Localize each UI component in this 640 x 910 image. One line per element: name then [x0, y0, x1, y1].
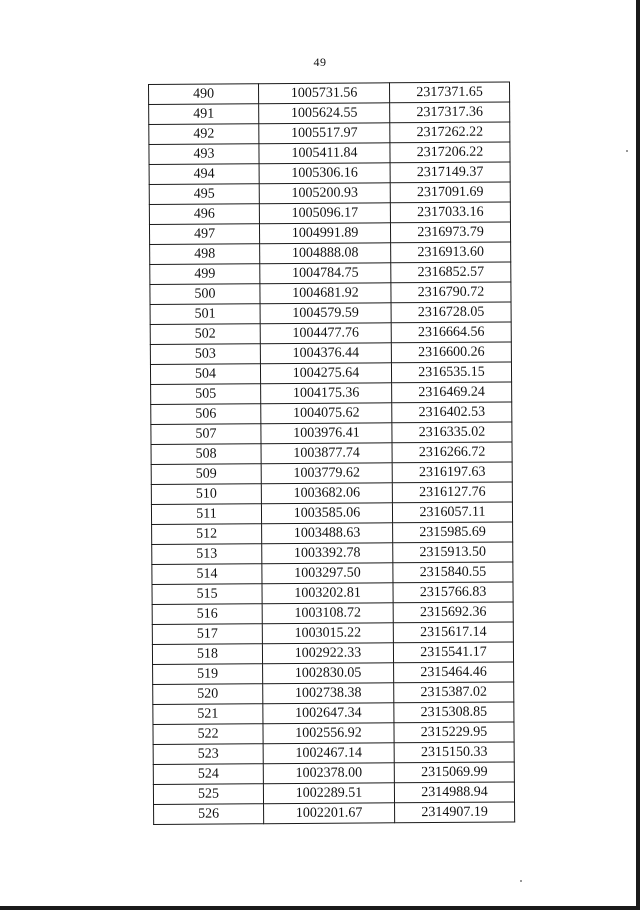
x-coordinate-cell: 1004579.59: [260, 303, 391, 324]
table-row: [150, 322, 511, 345]
x-coordinate-cell: 1005731.56: [259, 83, 390, 104]
scan-speck: [626, 150, 628, 152]
point-number-cell: 510: [151, 484, 261, 505]
table-row: [152, 602, 513, 625]
point-number-cell: 502: [150, 324, 260, 345]
table-row: [153, 682, 514, 705]
table-row: [151, 502, 512, 525]
point-number-cell: 526: [154, 804, 264, 825]
x-coordinate-cell: 1004175.36: [261, 383, 392, 404]
x-coordinate-cell: 1005306.16: [259, 163, 390, 184]
x-coordinate-cell: 1002467.14: [263, 743, 394, 764]
point-number-cell: 520: [153, 684, 263, 705]
y-coordinate-cell: 2316973.79: [390, 222, 510, 243]
x-coordinate-cell: 1003682.06: [261, 483, 392, 504]
y-coordinate-cell: 2317206.22: [390, 142, 510, 163]
table-row: [150, 302, 511, 325]
y-coordinate-cell: 2315913.50: [393, 542, 513, 563]
point-number-cell: 517: [152, 624, 262, 645]
y-coordinate-cell: 2316913.60: [391, 242, 511, 263]
x-coordinate-cell: 1005624.55: [259, 103, 390, 124]
point-number-cell: 505: [151, 384, 261, 405]
table-row: [153, 782, 514, 805]
y-coordinate-cell: 2315541.17: [393, 642, 513, 663]
scan-edge-bottom: [0, 906, 640, 910]
table-row: [149, 102, 510, 125]
point-number-cell: 504: [150, 364, 260, 385]
table-row: [150, 242, 511, 265]
x-coordinate-cell: 1004991.89: [259, 223, 390, 244]
table-row: [152, 562, 513, 585]
table-row: [153, 762, 514, 785]
y-coordinate-cell: 2317317.36: [390, 102, 510, 123]
table-row: [150, 362, 511, 385]
scan-edge-right: [636, 0, 640, 910]
point-number-cell: 525: [153, 784, 263, 805]
y-coordinate-cell: 2316335.02: [392, 422, 512, 443]
y-coordinate-cell: 2315766.83: [393, 582, 513, 603]
x-coordinate-cell: 1002830.05: [263, 663, 394, 684]
point-number-cell: 495: [149, 184, 259, 205]
point-number-cell: 491: [149, 104, 259, 125]
point-number-cell: 500: [150, 284, 260, 305]
x-coordinate-cell: 1003976.41: [261, 423, 392, 444]
y-coordinate-cell: 2317091.69: [390, 182, 510, 203]
point-number-cell: 490: [149, 84, 259, 105]
y-coordinate-cell: 2315308.85: [394, 702, 514, 723]
x-coordinate-cell: 1002289.51: [263, 783, 394, 804]
x-coordinate-cell: 1004784.75: [260, 263, 391, 284]
y-coordinate-cell: 2316402.53: [392, 402, 512, 423]
y-coordinate-cell: 2315150.33: [394, 742, 514, 763]
table-row: [152, 522, 513, 545]
table-row: [151, 402, 512, 425]
y-coordinate-cell: 2317149.37: [390, 162, 510, 183]
point-number-cell: 524: [153, 764, 263, 785]
table-row: [153, 662, 514, 685]
point-number-cell: 514: [152, 564, 262, 585]
x-coordinate-cell: 1002556.92: [263, 723, 394, 744]
table-row: [153, 722, 514, 745]
x-coordinate-cell: 1004681.92: [260, 283, 391, 304]
point-number-cell: 511: [151, 504, 261, 525]
table-row: [152, 582, 513, 605]
table-row: [149, 222, 510, 245]
point-number-cell: 506: [151, 404, 261, 425]
y-coordinate-cell: 2315985.69: [393, 522, 513, 543]
table-row: [150, 342, 511, 365]
y-coordinate-cell: 2314907.19: [395, 802, 515, 823]
table-row: [151, 462, 512, 485]
point-number-cell: 496: [149, 204, 259, 225]
y-coordinate-cell: 2316469.24: [392, 382, 512, 403]
point-number-cell: 499: [150, 264, 260, 285]
table-row: [151, 422, 512, 445]
point-number-cell: 507: [151, 424, 261, 445]
point-number-cell: 509: [151, 464, 261, 485]
y-coordinate-cell: 2316266.72: [392, 442, 512, 463]
point-number-cell: 497: [149, 224, 259, 245]
x-coordinate-cell: 1004075.62: [261, 403, 392, 424]
x-coordinate-cell: 1005096.17: [259, 203, 390, 224]
table-row: [151, 442, 512, 465]
x-coordinate-cell: 1003877.74: [261, 443, 392, 464]
table-row: [154, 802, 515, 825]
point-number-cell: 522: [153, 724, 263, 745]
x-coordinate-cell: 1003297.50: [262, 563, 393, 584]
x-coordinate-cell: 1003779.62: [261, 463, 392, 484]
x-coordinate-cell: 1004888.08: [260, 243, 391, 264]
table-row: [149, 182, 510, 205]
y-coordinate-cell: 2316127.76: [392, 482, 512, 503]
table-row: [149, 162, 510, 185]
point-number-cell: 503: [150, 344, 260, 365]
y-coordinate-cell: 2315692.36: [393, 602, 513, 623]
point-number-cell: 493: [149, 144, 259, 165]
point-number-cell: 512: [152, 524, 262, 545]
y-coordinate-cell: 2316790.72: [391, 282, 511, 303]
x-coordinate-cell: 1002738.38: [263, 683, 394, 704]
x-coordinate-cell: 1004477.76: [260, 323, 391, 344]
scan-speck: [520, 880, 522, 882]
x-coordinate-cell: 1002201.67: [264, 803, 395, 824]
table-row: [150, 282, 511, 305]
y-coordinate-cell: 2316852.57: [391, 262, 511, 283]
x-coordinate-cell: 1005411.84: [259, 143, 390, 164]
x-coordinate-cell: 1002922.33: [262, 643, 393, 664]
x-coordinate-cell: 1003015.22: [262, 623, 393, 644]
table-row: [152, 642, 513, 665]
point-number-cell: 498: [150, 244, 260, 265]
table-row: [149, 122, 510, 145]
table-row: [150, 262, 511, 285]
coordinates-table: [148, 81, 515, 825]
point-number-cell: 513: [152, 544, 262, 565]
point-number-cell: 521: [153, 704, 263, 725]
y-coordinate-cell: 2315387.02: [394, 682, 514, 703]
x-coordinate-cell: 1005200.93: [259, 183, 390, 204]
coordinates-table-body: [149, 82, 515, 825]
point-number-cell: 508: [151, 444, 261, 465]
y-coordinate-cell: 2314988.94: [394, 782, 514, 803]
y-coordinate-cell: 2316197.63: [392, 462, 512, 483]
point-number-cell: 516: [152, 604, 262, 625]
y-coordinate-cell: 2316057.11: [392, 502, 512, 523]
x-coordinate-cell: 1003392.78: [262, 543, 393, 564]
x-coordinate-cell: 1004376.44: [260, 343, 391, 364]
point-number-cell: 494: [149, 164, 259, 185]
table-row: [151, 382, 512, 405]
y-coordinate-cell: 2317371.65: [389, 82, 509, 103]
y-coordinate-cell: 2316728.05: [391, 302, 511, 323]
y-coordinate-cell: 2315617.14: [393, 622, 513, 643]
x-coordinate-cell: 1002647.34: [263, 703, 394, 724]
point-number-cell: 518: [152, 644, 262, 665]
y-coordinate-cell: 2316664.56: [391, 322, 511, 343]
y-coordinate-cell: 2317033.16: [390, 202, 510, 223]
point-number-cell: 523: [153, 744, 263, 765]
y-coordinate-cell: 2316535.15: [391, 362, 511, 383]
point-number-cell: 501: [150, 304, 260, 325]
table-row: [152, 542, 513, 565]
x-coordinate-cell: 1003488.63: [262, 523, 393, 544]
x-coordinate-cell: 1004275.64: [260, 363, 391, 384]
point-number-cell: 492: [149, 124, 259, 145]
x-coordinate-cell: 1003202.81: [262, 583, 393, 604]
y-coordinate-cell: 2317262.22: [390, 122, 510, 143]
table-row: [151, 482, 512, 505]
y-coordinate-cell: 2315069.99: [394, 762, 514, 783]
x-coordinate-cell: 1002378.00: [263, 763, 394, 784]
point-number-cell: 519: [153, 664, 263, 685]
table-row: [149, 82, 510, 105]
y-coordinate-cell: 2315464.46: [394, 662, 514, 683]
table-row: [153, 742, 514, 765]
table-row: [152, 622, 513, 645]
x-coordinate-cell: 1003108.72: [262, 603, 393, 624]
point-number-cell: 515: [152, 584, 262, 605]
table-row: [149, 142, 510, 165]
y-coordinate-cell: 2316600.26: [391, 342, 511, 363]
y-coordinate-cell: 2315229.95: [394, 722, 514, 743]
x-coordinate-cell: 1003585.06: [261, 503, 392, 524]
x-coordinate-cell: 1005517.97: [259, 123, 390, 144]
page-number: 49: [313, 55, 327, 69]
y-coordinate-cell: 2315840.55: [393, 562, 513, 583]
table-row: [153, 702, 514, 725]
table-row: [149, 202, 510, 225]
